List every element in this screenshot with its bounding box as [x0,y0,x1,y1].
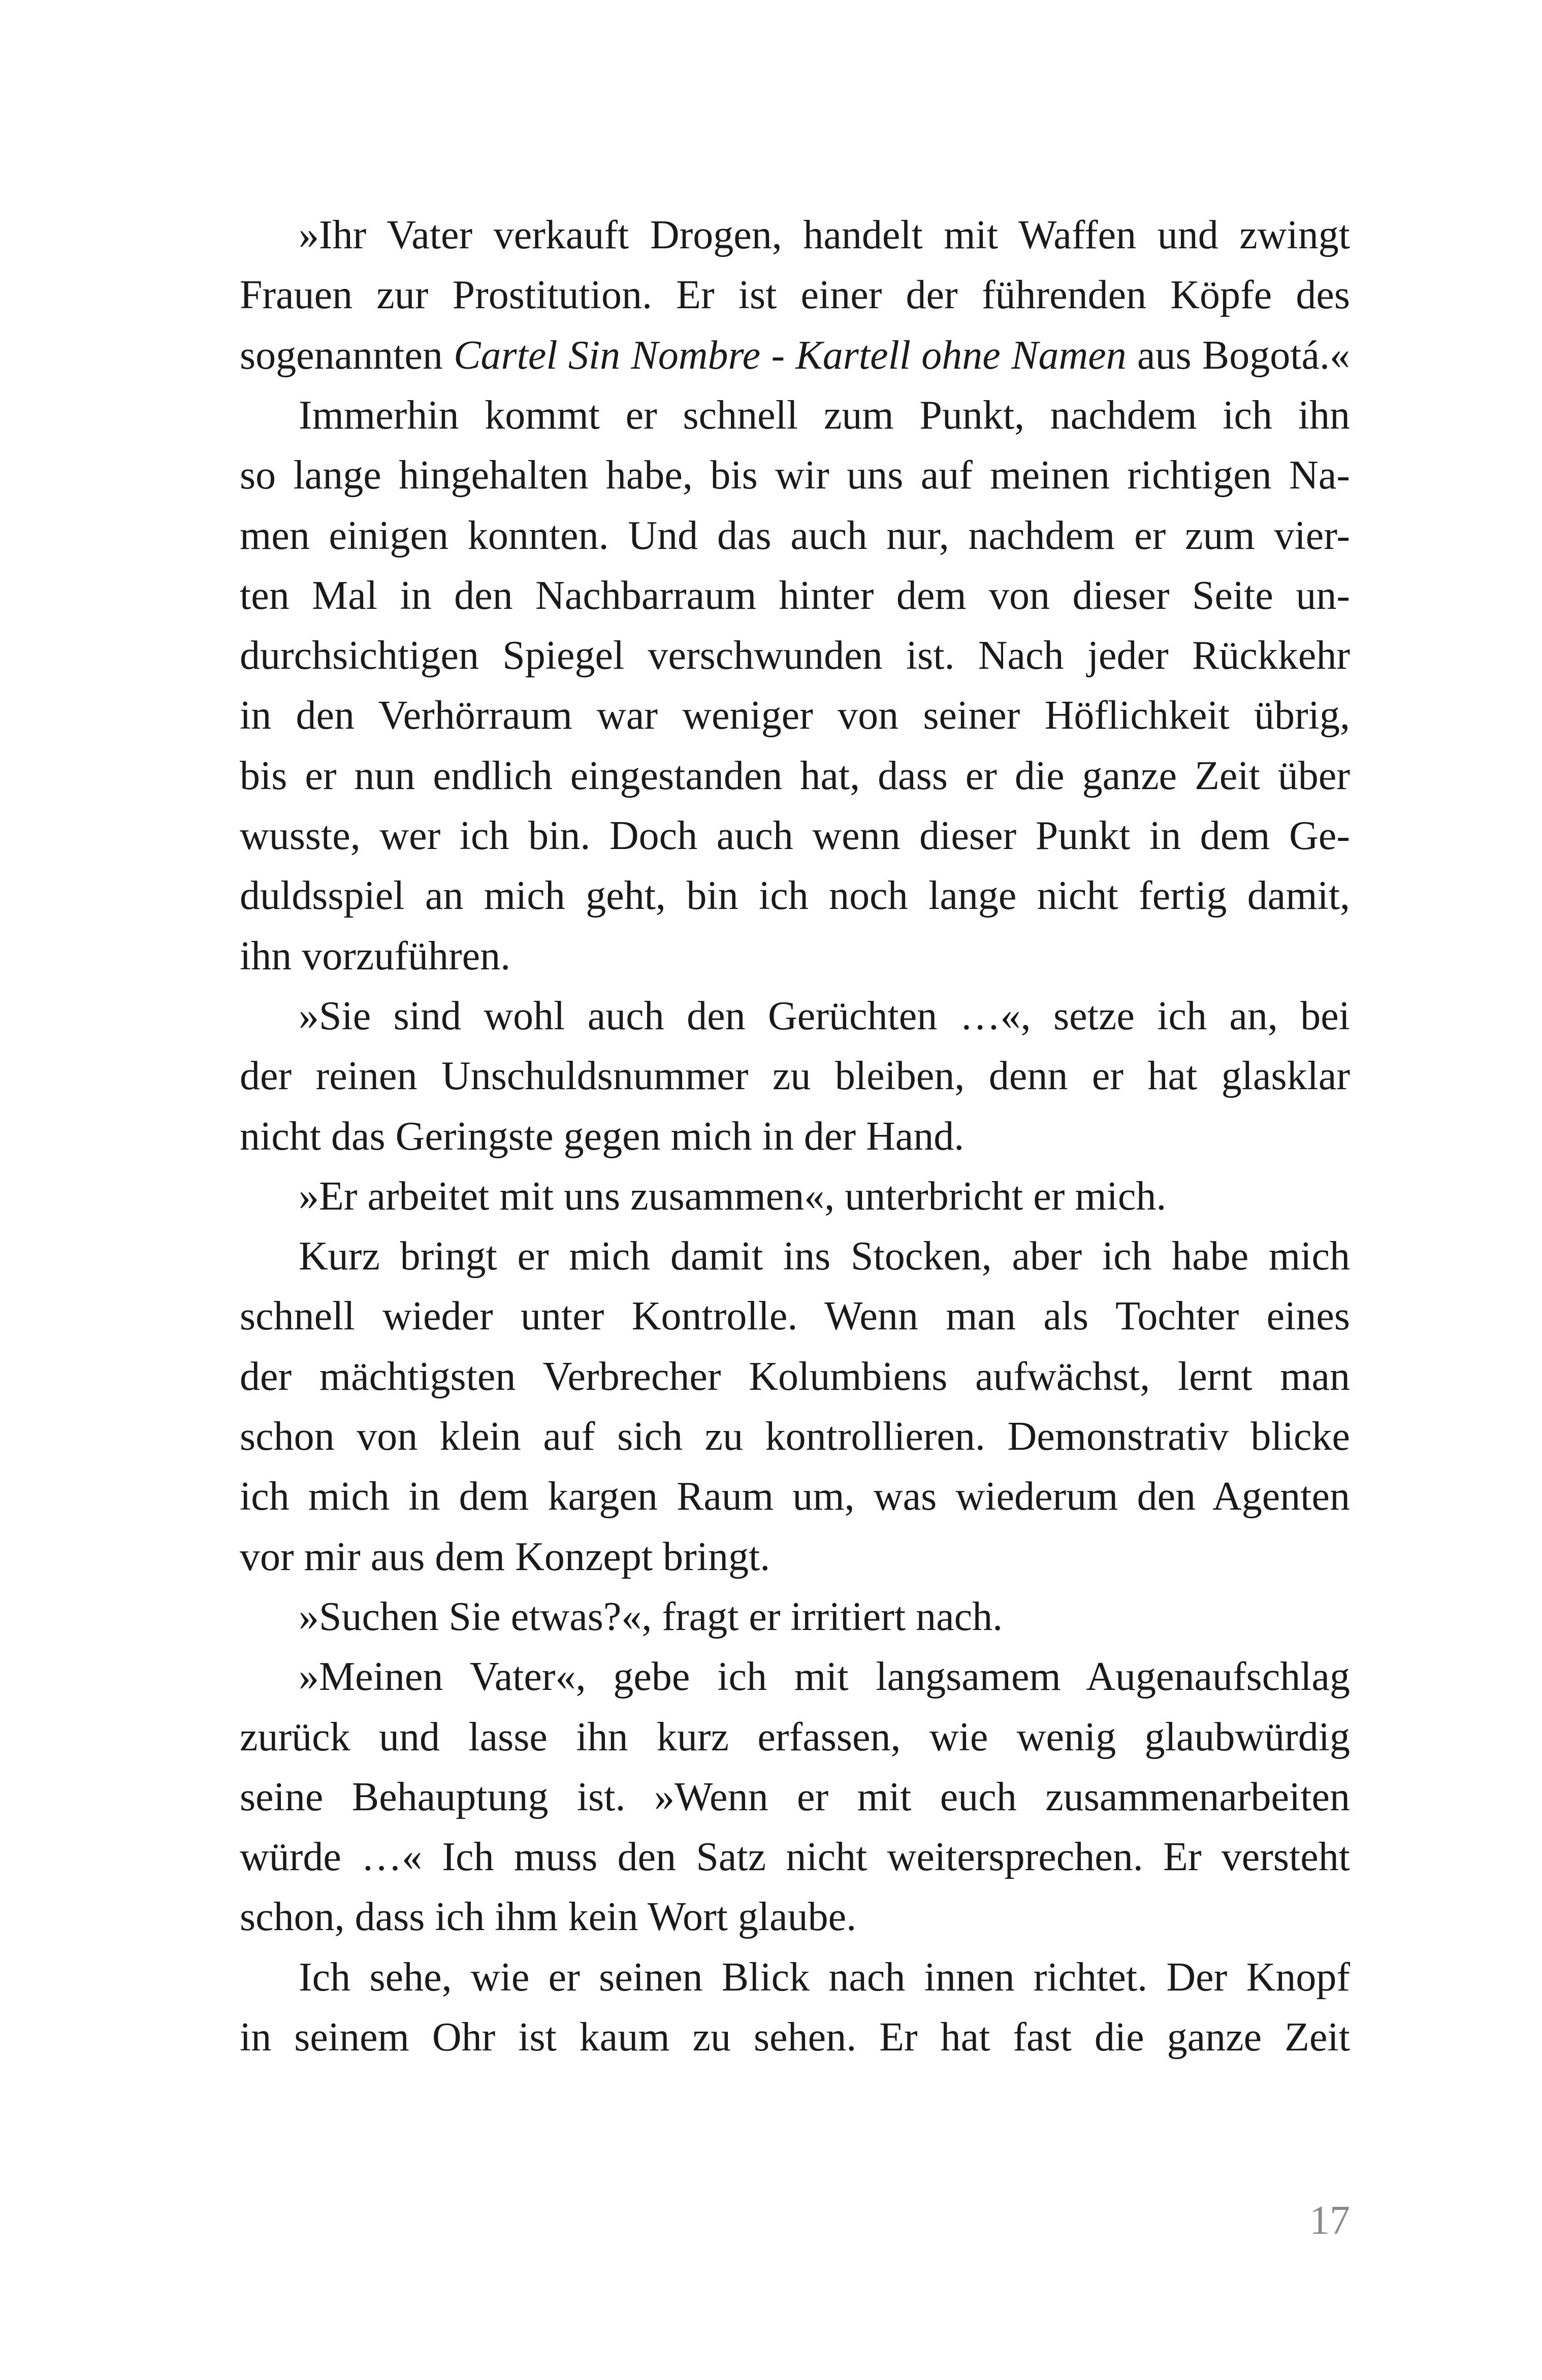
italic-title: Cartel Sin Nombre - Kartell ohne Namen [454,333,1127,378]
text-line: vor mir aus dem Konzept bringt. [240,1534,770,1579]
text-line: bis er nun endlich eingestanden hat, dass er die ganze Zeit über [240,753,1350,798]
text-line: »Meinen Vater«, gebe ich mit langsamem Augenaufschlag [299,1654,1350,1700]
text-line: Immerhin kommt er schnell zum Punkt, nachdem ich ihn [299,393,1350,438]
text-line: Kurz bringt er mich damit ins Stocken, aber ich habe mich [299,1234,1350,1279]
text-line: der mächtigsten Verbrecher Kolumbiens aufwächst, lernt man [240,1354,1350,1399]
text-line: ihn vorzuführen. [240,933,511,979]
text-segment: aus Bogotá.« [1126,333,1351,378]
text-line: schon, dass ich ihm kein Wort glaube. [240,1895,857,1940]
text-line [240,325,1350,385]
text-line: »Sie sind wohl auch den Gerüchten …«, setze ich an, bei [299,993,1350,1038]
text-line: men einigen konnten. Und das auch nur, nachdem er zum vier- [240,513,1350,558]
page-number: 17 [1309,2198,1350,2243]
text-line: würde …« Ich muss den Satz nicht weitersprechen. Er versteht [240,1835,1350,1880]
text-line: so lange hingehalten habe, bis wir uns auf meinen richtigen Na- [240,453,1350,498]
text-line: in seinem Ohr ist kaum zu sehen. Er hat fast die ganze Zeit [240,2015,1350,2060]
text-line: seine Behauptung ist. »Wenn er mit euch zusammenarbeiten [240,1774,1350,1819]
text-segment: sogenannten [240,333,454,378]
text-line: nicht das Geringste gegen mich in der Hand. [240,1114,965,1159]
text-line: »Ihr Vater verkauft Drogen, handelt mit Waffen und zwingt [299,213,1350,257]
text-line: wusste, wer ich bin. Doch auch wenn dieser Punkt in dem Ge- [240,813,1350,858]
text-line: ich mich in dem kargen Raum um, was wiederum den Agenten [240,1474,1350,1519]
text-line: »Suchen Sie etwas?«, fragt er irritiert nach. [299,1594,1003,1639]
text-line: schnell wieder unter Kontrolle. Wenn man als Tochter eines [240,1294,1350,1339]
text-line: duldsspiel an mich geht, bin ich noch lange nicht fertig damit, [240,873,1350,919]
text-line: Frauen zur Prostitution. Er ist einer der führenden Köpfe des [240,273,1350,318]
text-line: ten Mal in den Nachbarraum hinter dem von dieser Seite un- [240,573,1350,618]
text-line: der reinen Unschuldsnummer zu bleiben, denn er hat glasklar [240,1054,1350,1099]
text-line: Ich sehe, wie er seinen Blick nach innen richtet. Der Knopf [299,1954,1350,2000]
text-line: schon von klein auf sich zu kontrollieren. Demonstrativ blicke [240,1414,1350,1459]
text-line: durchsichtigen Spiegel verschwunden ist. Nach jeder Rückkehr [240,633,1350,678]
text-line: in den Verhörraum war weniger von seiner Höflichkeit übrig, [240,693,1350,738]
text-line: zurück und lasse ihn kurz erfassen, wie wenig glaubwürdig [240,1714,1350,1759]
text-line: »Er arbeitet mit uns zusammen«, unterbricht er mich. [299,1173,1167,1219]
